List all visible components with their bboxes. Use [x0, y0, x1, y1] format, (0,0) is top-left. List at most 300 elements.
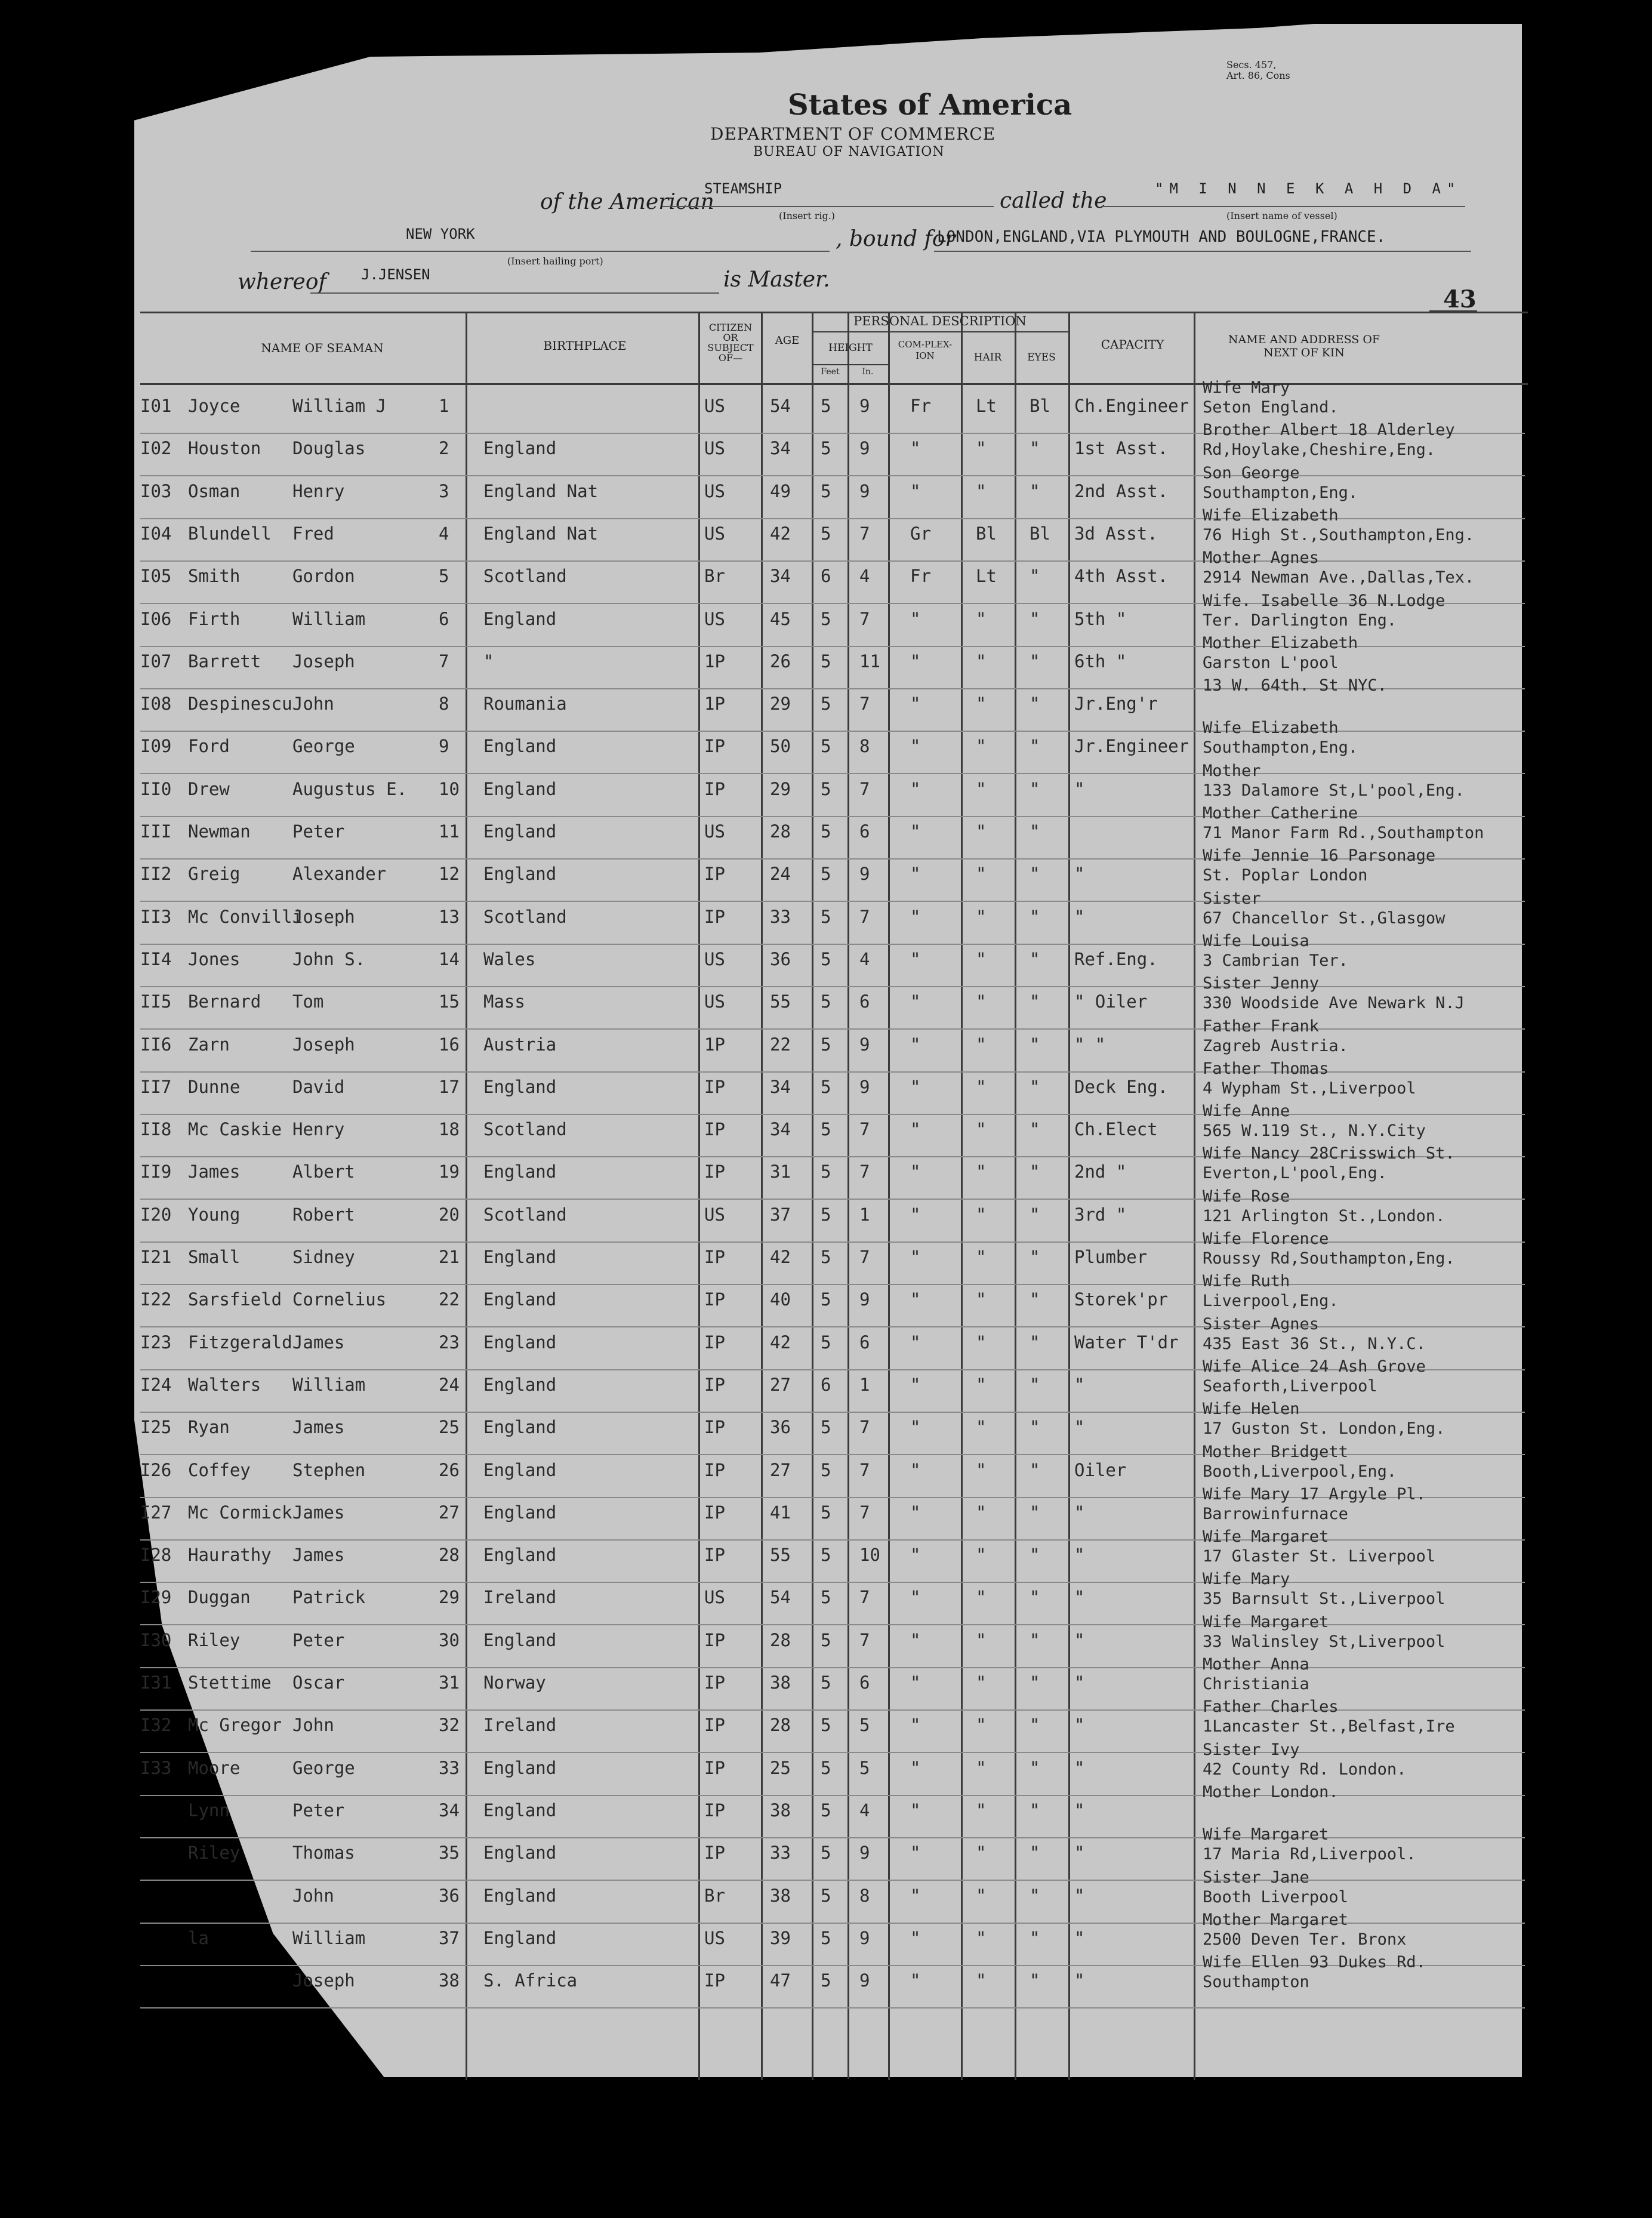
crew-hair: Lt — [976, 566, 997, 587]
crew-height-feet: 5 — [821, 396, 831, 416]
kin-line: Zagreb Austria. — [1203, 1036, 1348, 1055]
crew-next-of-kin — [1203, 1484, 1426, 1524]
crew-citizenship: US — [704, 438, 725, 459]
kin-line: Father Charles — [1203, 1698, 1339, 1717]
crew-birthplace: England — [483, 864, 557, 885]
crew-given-name: David — [292, 1076, 345, 1097]
crew-next-of-kin — [1203, 1527, 1435, 1566]
crew-given-name: John — [292, 694, 334, 714]
crew-surname: Greig — [188, 864, 241, 885]
crew-next-of-kin — [1203, 1357, 1426, 1396]
crew-given-name: Joseph — [292, 906, 355, 927]
crew-complexion: " — [910, 1672, 921, 1693]
crew-height-inches: 4 — [859, 566, 870, 587]
crew-capacity: 1st Asst. — [1074, 438, 1169, 459]
crew-capacity: " — [1074, 1885, 1085, 1906]
crew-hair: " — [976, 778, 987, 799]
kin-line: Sister Jenny — [1203, 974, 1320, 993]
crew-hair: " — [976, 1332, 987, 1353]
crew-given-name: Cornelius — [292, 1289, 387, 1310]
crew-citizenship: IP — [704, 1715, 725, 1736]
crew-birthplace: Ireland — [483, 1715, 557, 1736]
crew-height-inches: 7 — [859, 1119, 870, 1140]
crew-birthplace: England — [483, 1417, 557, 1438]
crew-line-number: 25 — [439, 1417, 460, 1438]
crew-complexion: " — [910, 1502, 921, 1523]
crew-given-name: Stephen — [292, 1459, 366, 1480]
crew-complexion: " — [910, 1204, 921, 1225]
crew-capacity: " — [1074, 1587, 1085, 1608]
crew-citizenship: US — [704, 608, 725, 629]
crew-age: 22 — [770, 1034, 791, 1055]
crew-citizenship: US — [704, 396, 725, 416]
crew-capacity: Jr.Eng'r — [1074, 694, 1158, 714]
kin-line: Mother Bridgett — [1203, 1442, 1348, 1461]
crew-height-feet: 6 — [821, 1374, 831, 1395]
crew-line-number: 15 — [439, 991, 460, 1012]
crew-next-of-kin — [1203, 1187, 1445, 1226]
crew-age: 38 — [770, 1885, 791, 1906]
crew-height-inches: 6 — [859, 991, 870, 1012]
crew-capacity: " — [1074, 864, 1085, 885]
crew-height-inches: 7 — [859, 1417, 870, 1438]
crew-surname: Smith — [188, 566, 241, 587]
crew-citizenship: IP — [704, 778, 725, 799]
crew-complexion: " — [910, 1417, 921, 1438]
crew-complexion: " — [910, 694, 921, 714]
crew-citizenship: IP — [704, 1502, 725, 1523]
crew-height-inches: 9 — [859, 1927, 870, 1948]
crew-birthplace: Austria — [483, 1034, 557, 1055]
crew-next-of-kin — [1203, 548, 1474, 587]
crew-hair: " — [976, 1076, 987, 1097]
crew-birthplace: England — [483, 1076, 557, 1097]
column-header-capacity: CAPACITY — [1101, 337, 1164, 352]
crew-height-inches: 7 — [859, 906, 870, 927]
crew-height-inches: 11 — [859, 651, 880, 671]
crew-citizenship: IP — [704, 1800, 725, 1820]
crew-next-of-kin — [1203, 974, 1465, 1013]
crew-height-inches: 7 — [859, 608, 870, 629]
kin-line: Wife Florence — [1203, 1230, 1329, 1248]
crew-line-number: 8 — [439, 694, 449, 714]
crew-next-of-kin — [1203, 718, 1358, 757]
crew-given-name: James — [292, 1545, 345, 1566]
crew-age: 42 — [770, 1332, 791, 1353]
crew-citizenship: IP — [704, 1843, 725, 1863]
crew-line-number: 11 — [439, 821, 460, 842]
crew-citizenship: 1P — [704, 694, 725, 714]
crew-height-feet: 5 — [821, 991, 831, 1012]
crew-ref-number: I26 — [140, 1459, 172, 1480]
crew-height-feet: 5 — [821, 694, 831, 714]
crew-birthplace: England — [483, 1332, 557, 1353]
crew-line-number: 33 — [439, 1757, 460, 1778]
crew-ref-number: I02 — [140, 438, 172, 459]
crew-surname: Duggan — [188, 1587, 251, 1608]
kin-line: Wife Helen — [1203, 1400, 1300, 1419]
crew-surname: Haurathy — [188, 1545, 272, 1566]
crew-eyes: " — [1030, 1076, 1040, 1097]
crew-height-feet: 5 — [821, 1629, 831, 1650]
crew-surname: Osman — [188, 480, 241, 501]
crew-next-of-kin — [1203, 1144, 1455, 1183]
kin-line: Mother Margaret — [1203, 1910, 1348, 1929]
kin-line: St. Poplar London — [1203, 866, 1368, 885]
crew-line-number: 2 — [439, 438, 449, 459]
crew-birthplace: England — [483, 1247, 557, 1267]
crew-age: 36 — [770, 1417, 791, 1438]
crew-line-number: 14 — [439, 948, 460, 969]
crew-height-feet: 5 — [821, 480, 831, 501]
crew-age: 55 — [770, 991, 791, 1012]
kin-line: Wife Ellen 93 Dukes Rd. — [1203, 1953, 1426, 1972]
crew-complexion: " — [910, 991, 921, 1012]
crew-age: 34 — [770, 438, 791, 459]
called-the-label: called the — [1000, 189, 1107, 213]
crew-height-inches: 4 — [859, 948, 870, 969]
crew-height-feet: 5 — [821, 651, 831, 671]
crew-ref-number: II7 — [140, 1076, 172, 1097]
crew-eyes: " — [1030, 1800, 1040, 1820]
crew-surname: Drew — [188, 778, 230, 799]
crew-age: 27 — [770, 1459, 791, 1480]
kin-line: 4 Wypham St.,Liverpool — [1203, 1079, 1416, 1098]
crew-ref-number: I28 — [140, 1545, 172, 1566]
kin-line: 35 Barnsult St.,Liverpool — [1203, 1589, 1446, 1609]
of-the-american-label: of the American — [540, 190, 714, 214]
kin-line: Wife Alice 24 Ash Grove — [1203, 1357, 1426, 1376]
crew-given-name: John — [292, 1885, 334, 1906]
crew-surname: Houston — [188, 438, 261, 459]
crew-line-number: 12 — [439, 864, 460, 885]
crew-complexion: " — [910, 1757, 921, 1778]
crew-capacity: " — [1074, 1800, 1085, 1820]
crew-citizenship: Br — [704, 1885, 725, 1906]
crew-given-name: Joseph — [292, 651, 355, 671]
crew-age: 47 — [770, 1970, 791, 1991]
crew-hair: " — [976, 608, 987, 629]
crew-height-feet: 5 — [821, 948, 831, 969]
crew-next-of-kin — [1203, 846, 1435, 885]
crew-birthplace: " — [483, 651, 494, 671]
crew-eyes: " — [1030, 1204, 1040, 1225]
crew-birthplace: England — [483, 736, 557, 757]
crew-birthplace: Scotland — [483, 1204, 567, 1225]
crew-age: 55 — [770, 1545, 791, 1566]
crew-height-feet: 5 — [821, 1927, 831, 1948]
crew-eyes: " — [1030, 1502, 1040, 1523]
crew-eyes: " — [1030, 736, 1040, 757]
crew-citizenship: IP — [704, 1970, 725, 1991]
crew-citizenship: IP — [704, 1247, 725, 1267]
crew-capacity: " — [1074, 1927, 1085, 1948]
section-note — [1226, 60, 1290, 81]
crew-height-feet: 5 — [821, 1885, 831, 1906]
crew-row — [140, 1612, 1525, 1668]
crew-eyes: " — [1030, 991, 1040, 1012]
crew-surname: Joyce — [188, 396, 241, 416]
crew-hair: " — [976, 1757, 987, 1778]
crew-height-feet: 5 — [821, 1162, 831, 1182]
crew-birthplace: England — [483, 1545, 557, 1566]
crew-line-number: 32 — [439, 1715, 460, 1736]
crew-eyes: " — [1030, 864, 1040, 885]
crew-age: 37 — [770, 1204, 791, 1225]
crew-capacity: Deck Eng. — [1074, 1076, 1169, 1097]
crew-hair: " — [976, 864, 987, 885]
crew-surname: Barrett — [188, 651, 261, 671]
kin-line: Father Thomas — [1203, 1059, 1329, 1078]
crew-complexion: Fr — [910, 566, 931, 587]
department-title: DEPARTMENT OF COMMERCE — [710, 124, 996, 144]
crew-citizenship: IP — [704, 1119, 725, 1140]
crew-line-number: 22 — [439, 1289, 460, 1310]
vessel-name: "M I N N E K A H D A" — [1155, 180, 1462, 197]
crew-citizenship: IP — [704, 1162, 725, 1182]
crew-ref-number: I08 — [140, 694, 172, 714]
crew-surname: Mc Cormick — [188, 1502, 292, 1523]
crew-age: 40 — [770, 1289, 791, 1310]
crew-height-inches: 1 — [859, 1374, 870, 1395]
crew-eyes: " — [1030, 1374, 1040, 1395]
kin-line: Garston L'pool — [1203, 653, 1339, 672]
crew-ref-number: II0 — [140, 778, 172, 799]
crew-height-feet: 5 — [821, 1247, 831, 1267]
crew-ref-number: III — [140, 821, 172, 842]
crew-ref-number: II3 — [140, 906, 172, 927]
crew-height-feet: 5 — [821, 1672, 831, 1693]
crew-next-of-kin — [1203, 1229, 1455, 1268]
crew-capacity: " — [1074, 1843, 1085, 1863]
crew-ref-number: I25 — [140, 1417, 172, 1438]
crew-given-name: Douglas — [292, 438, 366, 459]
crew-birthplace: England — [483, 1843, 557, 1863]
crew-hair: " — [976, 1672, 987, 1693]
kin-line: Mother Anna — [1203, 1655, 1309, 1674]
crew-eyes: " — [1030, 1715, 1040, 1736]
crew-eyes: " — [1030, 1247, 1040, 1267]
crew-next-of-kin — [1203, 1952, 1426, 1992]
crew-citizenship: 1P — [704, 651, 725, 671]
kin-line: Barrowinfurnace — [1203, 1504, 1348, 1523]
crew-surname: Mc Convilli — [188, 906, 303, 927]
kin-line: Wife Anne — [1203, 1102, 1290, 1121]
crew-hair: " — [976, 1545, 987, 1566]
crew-complexion: " — [910, 1289, 921, 1310]
bureau-title: BUREAU OF NAVIGATION — [753, 144, 945, 159]
crew-citizenship: Br — [704, 566, 725, 587]
kin-line: Wife Rose — [1203, 1187, 1290, 1206]
crew-citizenship: US — [704, 948, 725, 969]
crew-hair: " — [976, 1289, 987, 1310]
crew-ref-number: I01 — [140, 396, 172, 416]
crew-citizenship: IP — [704, 1374, 725, 1395]
crew-height-inches: 7 — [859, 1459, 870, 1480]
crew-age: 33 — [770, 906, 791, 927]
crew-complexion: " — [910, 1629, 921, 1650]
crew-age: 33 — [770, 1843, 791, 1863]
kin-line: Southampton — [1203, 1973, 1309, 1992]
crew-capacity: " — [1074, 1502, 1085, 1523]
crew-complexion: " — [910, 1715, 921, 1736]
crew-birthplace: Scotland — [483, 1119, 567, 1140]
crew-birthplace: England — [483, 1459, 557, 1480]
crew-age: 38 — [770, 1800, 791, 1820]
vessel-caption: (Insert name of vessel) — [1226, 210, 1337, 221]
crew-citizenship: IP — [704, 864, 725, 885]
crew-ref-number: I33 — [140, 1757, 172, 1778]
crew-eyes: " — [1030, 1587, 1040, 1608]
kin-line: Mother — [1203, 761, 1261, 780]
hailing-port-value: NEW YORK — [406, 226, 475, 242]
crew-complexion: " — [910, 1587, 921, 1608]
kin-line: Son George — [1203, 463, 1300, 482]
crew-given-name: Robert — [292, 1204, 355, 1225]
crew-age: 28 — [770, 821, 791, 842]
crew-next-of-kin — [1203, 591, 1445, 630]
kin-line: Mother London. — [1203, 1782, 1339, 1801]
crew-given-name: Fred — [292, 523, 334, 544]
crew-eyes: " — [1030, 821, 1040, 842]
kin-line: Sister — [1203, 889, 1261, 908]
crew-next-of-kin — [1203, 931, 1348, 971]
crew-next-of-kin — [1203, 1101, 1426, 1141]
crew-capacity: Ch.Elect — [1074, 1119, 1158, 1140]
crew-citizenship: IP — [704, 1459, 725, 1480]
crew-hair: " — [976, 1374, 987, 1395]
crew-height-feet: 5 — [821, 1204, 831, 1225]
kin-line: Everton,L'pool,Eng. — [1203, 1164, 1387, 1183]
crew-capacity: Water T'dr — [1074, 1332, 1179, 1353]
crew-given-name: William — [292, 608, 366, 629]
crew-birthplace: England — [483, 1502, 557, 1523]
crew-complexion: " — [910, 1843, 921, 1863]
crew-citizenship: IP — [704, 906, 725, 927]
crew-next-of-kin — [1203, 761, 1465, 800]
crew-surname: James — [188, 1162, 241, 1182]
crew-next-of-kin — [1203, 420, 1455, 460]
crew-surname: Despinescu — [188, 694, 292, 714]
crew-eyes: " — [1030, 1970, 1040, 1991]
crew-given-name: William — [292, 1927, 366, 1948]
crew-eyes: " — [1030, 694, 1040, 714]
crew-line-number: 34 — [439, 1800, 460, 1820]
crew-hair: " — [976, 1927, 987, 1948]
crew-height-inches: 10 — [859, 1545, 880, 1566]
crew-line-number: 3 — [439, 480, 449, 501]
crew-given-name: George — [292, 1757, 355, 1778]
crew-hair: " — [976, 1417, 987, 1438]
crew-age: 34 — [770, 1119, 791, 1140]
crew-ref-number: II8 — [140, 1119, 172, 1140]
crew-height-feet: 5 — [821, 778, 831, 799]
crew-citizenship: US — [704, 1204, 725, 1225]
crew-height-feet: 5 — [821, 1843, 831, 1863]
crew-hair: " — [976, 1247, 987, 1267]
kin-line: Wife Elizabeth — [1203, 506, 1339, 525]
crew-complexion: " — [910, 480, 921, 501]
crew-birthplace: England Nat — [483, 523, 599, 544]
crew-birthplace: England — [483, 1757, 557, 1778]
crew-next-of-kin — [1203, 1612, 1445, 1652]
crew-next-of-kin — [1203, 889, 1445, 928]
crew-eyes: " — [1030, 608, 1040, 629]
kin-line: Brother Albert 18 Alderley — [1203, 421, 1455, 440]
crew-hair: " — [976, 948, 987, 969]
kin-line: Wife Margaret — [1203, 1612, 1329, 1631]
crew-surname: Lynn — [188, 1800, 230, 1820]
crew-height-feet: 5 — [821, 736, 831, 757]
crew-eyes: " — [1030, 906, 1040, 927]
crew-age: 28 — [770, 1715, 791, 1736]
crew-complexion: " — [910, 651, 921, 671]
crew-citizenship: IP — [704, 736, 725, 757]
crew-surname: Moore — [188, 1757, 241, 1778]
master-name: J.JENSEN — [361, 266, 430, 283]
crew-capacity: Oiler — [1074, 1459, 1127, 1480]
crew-height-inches: 8 — [859, 1885, 870, 1906]
crew-capacity: Storek'pr — [1074, 1289, 1169, 1310]
crew-eyes: " — [1030, 1885, 1040, 1906]
crew-height-inches: 7 — [859, 778, 870, 799]
crew-height-inches: 7 — [859, 1629, 870, 1650]
crew-height-inches: 6 — [859, 821, 870, 842]
crew-next-of-kin — [1203, 803, 1484, 843]
crew-age: 41 — [770, 1502, 791, 1523]
kin-line: Wife Margaret — [1203, 1825, 1329, 1844]
crew-hair: " — [976, 1587, 987, 1608]
crew-hair: " — [976, 906, 987, 927]
crew-line-number: 1 — [439, 396, 449, 416]
crew-complexion: " — [910, 1927, 921, 1948]
crew-hair: " — [976, 480, 987, 501]
crew-line-number: 7 — [439, 651, 449, 671]
crew-capacity: 3d Asst. — [1074, 523, 1158, 544]
crew-capacity: " — [1074, 778, 1085, 799]
crew-given-name: Henry — [292, 1119, 345, 1140]
crew-ref-number: I21 — [140, 1247, 172, 1267]
crew-height-feet: 5 — [821, 1970, 831, 1991]
crew-line-number: 31 — [439, 1672, 460, 1693]
crew-given-name: Henry — [292, 480, 345, 501]
kin-line: Seton England. — [1203, 398, 1339, 417]
crew-birthplace: Norway — [483, 1672, 546, 1693]
kin-line: Mother Elizabeth — [1203, 633, 1358, 652]
crew-complexion: " — [910, 821, 921, 842]
crew-age: 28 — [770, 1629, 791, 1650]
crew-ref-number: I31 — [140, 1672, 172, 1693]
crew-given-name: Gordon — [292, 566, 355, 587]
crew-height-feet: 5 — [821, 1119, 831, 1140]
crew-given-name: William — [292, 1374, 366, 1395]
kin-line: Wife Mary — [1203, 1570, 1290, 1589]
crew-age: 49 — [770, 480, 791, 501]
kin-line: 2500 Deven Ter. Bronx — [1203, 1930, 1407, 1949]
crew-birthplace: Ireland — [483, 1587, 557, 1608]
crew-eyes: " — [1030, 480, 1040, 501]
kin-line: Ter. Darlington Eng. — [1203, 611, 1397, 630]
column-header-complexion: COM-PLEX-ION — [898, 339, 953, 361]
crew-height-feet: 5 — [821, 1332, 831, 1353]
crew-age: 27 — [770, 1374, 791, 1395]
crew-line-number: 20 — [439, 1204, 460, 1225]
crew-complexion: " — [910, 906, 921, 927]
crew-next-of-kin — [1203, 1314, 1426, 1354]
crew-next-of-kin — [1203, 1697, 1455, 1736]
crew-height-feet: 5 — [821, 1076, 831, 1097]
crew-capacity: " Oiler — [1074, 991, 1148, 1012]
